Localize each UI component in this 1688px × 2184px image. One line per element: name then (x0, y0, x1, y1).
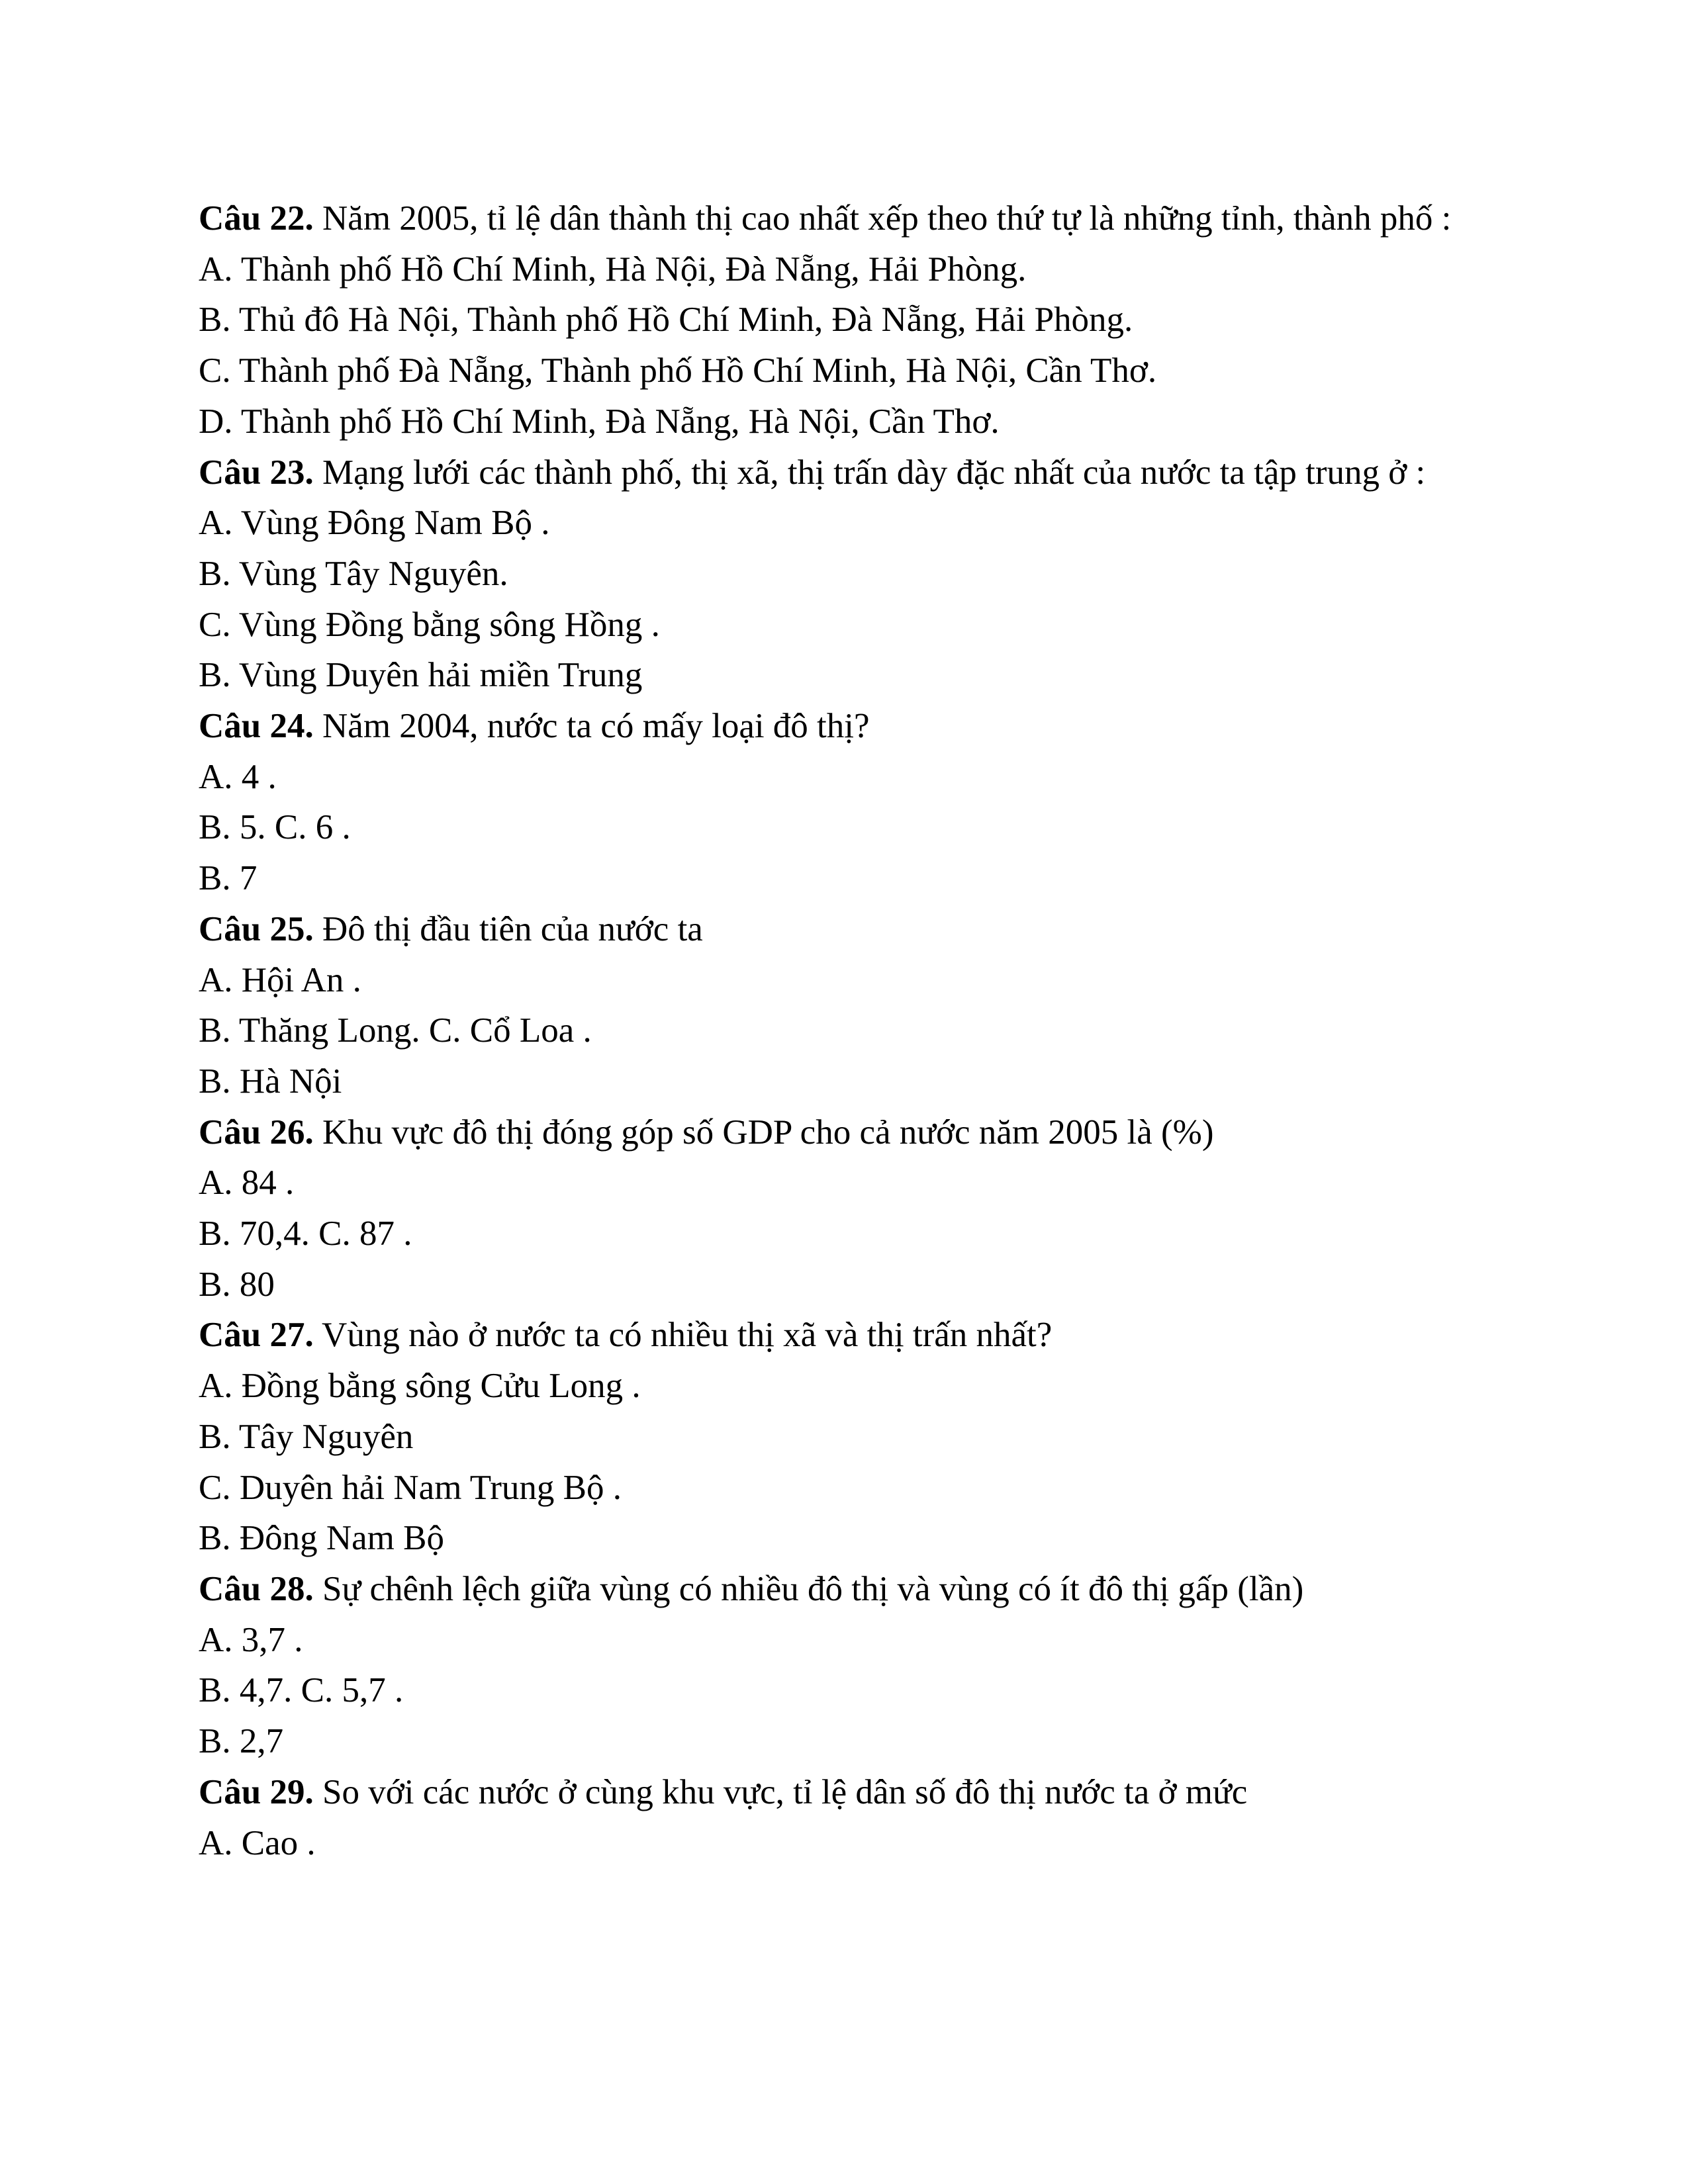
question-24 (199, 701, 1496, 904)
question-stem (199, 447, 1496, 498)
question-stem (199, 1564, 1496, 1615)
answer-option: A. 3,7 . (199, 1620, 303, 1659)
question-text: Khu vực đô thị đóng góp số GDP cho cả nước năm 2005 là (%) (313, 1113, 1214, 1152)
question-text: So với các nước ở cùng khu vực, tỉ lệ dân số đô thị nước ta ở mức (313, 1772, 1248, 1811)
question-text: Vùng nào ở nước ta có nhiều thị xã và thị trấn nhất? (313, 1316, 1053, 1355)
answer-option: B. Vùng Duyên hải miền Trung (199, 656, 643, 695)
question-text: Đô thị đầu tiên của nước ta (313, 909, 703, 948)
answer-option: A. Hội An . (199, 960, 361, 999)
question-stem (199, 193, 1496, 244)
answer-option: B. Thủ đô Hà Nội, Thành phố Hồ Chí Minh, Đà Nẵng, Hải Phòng. (199, 300, 1133, 340)
question-27 (199, 1310, 1496, 1564)
question-stem (199, 1310, 1496, 1361)
question-29 (199, 1767, 1496, 1868)
answer-option: A. Cao . (199, 1823, 316, 1862)
question-stem (199, 904, 1496, 955)
question-25 (199, 904, 1496, 1107)
answer-option: B. 4,7. C. 5,7 . (199, 1671, 404, 1710)
answer-option: B. Đông Nam Bộ (199, 1519, 444, 1558)
question-stem (199, 1767, 1496, 1818)
answer-option: D. Thành phố Hồ Chí Minh, Đà Nẵng, Hà Nội, Cần Thơ. (199, 402, 1000, 441)
answer-option: B. 80 (199, 1265, 275, 1304)
question-22 (199, 193, 1496, 447)
question-label: Câu 29. (199, 1772, 314, 1811)
question-label: Câu 28. (199, 1569, 314, 1608)
answer-option: A. Thành phố Hồ Chí Minh, Hà Nội, Đà Nẵng, Hải Phòng. (199, 250, 1027, 289)
question-label: Câu 23. (199, 453, 314, 492)
answer-option: B. Thăng Long. C. Cổ Loa . (199, 1011, 592, 1050)
answer-option: B. 7 (199, 859, 258, 898)
answer-option: A. 84 . (199, 1163, 295, 1203)
question-28 (199, 1564, 1496, 1767)
question-stem (199, 701, 1496, 752)
question-label: Câu 27. (199, 1316, 314, 1355)
answer-option: B. 2,7 (199, 1722, 284, 1761)
question-label: Câu 24. (199, 707, 314, 746)
question-23 (199, 447, 1496, 702)
answer-option: A. Đồng bằng sông Cửu Long . (199, 1367, 641, 1406)
answer-option: C. Duyên hải Nam Trung Bộ . (199, 1468, 622, 1507)
document-page (199, 193, 1496, 1868)
answer-option: C. Thành phố Đà Nẵng, Thành phố Hồ Chí Minh, Hà Nội, Cần Thơ. (199, 351, 1157, 390)
answer-option: B. Hà Nội (199, 1062, 342, 1101)
answer-option: A. Vùng Đông Nam Bộ . (199, 504, 550, 543)
answer-option: B. Vùng Tây Nguyên. (199, 554, 508, 593)
question-label: Câu 25. (199, 909, 314, 948)
answer-option: B. 70,4. C. 87 . (199, 1214, 412, 1253)
question-text: Sự chênh lệch giữa vùng có nhiều đô thị và vùng có ít đô thị gấp (lần) (313, 1569, 1304, 1608)
question-text: Mạng lưới các thành phố, thị xã, thị trấn dày đặc nhất của nước ta tập trung ở : (313, 453, 1426, 492)
answer-option: B. 5. C. 6 . (199, 808, 351, 847)
question-text: Năm 2004, nước ta có mấy loại đô thị? (313, 707, 870, 746)
question-label: Câu 22. (199, 199, 314, 238)
question-label: Câu 26. (199, 1113, 314, 1152)
question-stem (199, 1107, 1496, 1158)
answer-option: C. Vùng Đồng bằng sông Hồng . (199, 605, 660, 644)
question-text: Năm 2005, tỉ lệ dân thành thị cao nhất xếp theo thứ tự là những tỉnh, thành phố : (313, 199, 1452, 238)
question-26 (199, 1107, 1496, 1310)
answer-option: A. 4 . (199, 757, 277, 796)
answer-option: B. Tây Nguyên (199, 1417, 414, 1456)
